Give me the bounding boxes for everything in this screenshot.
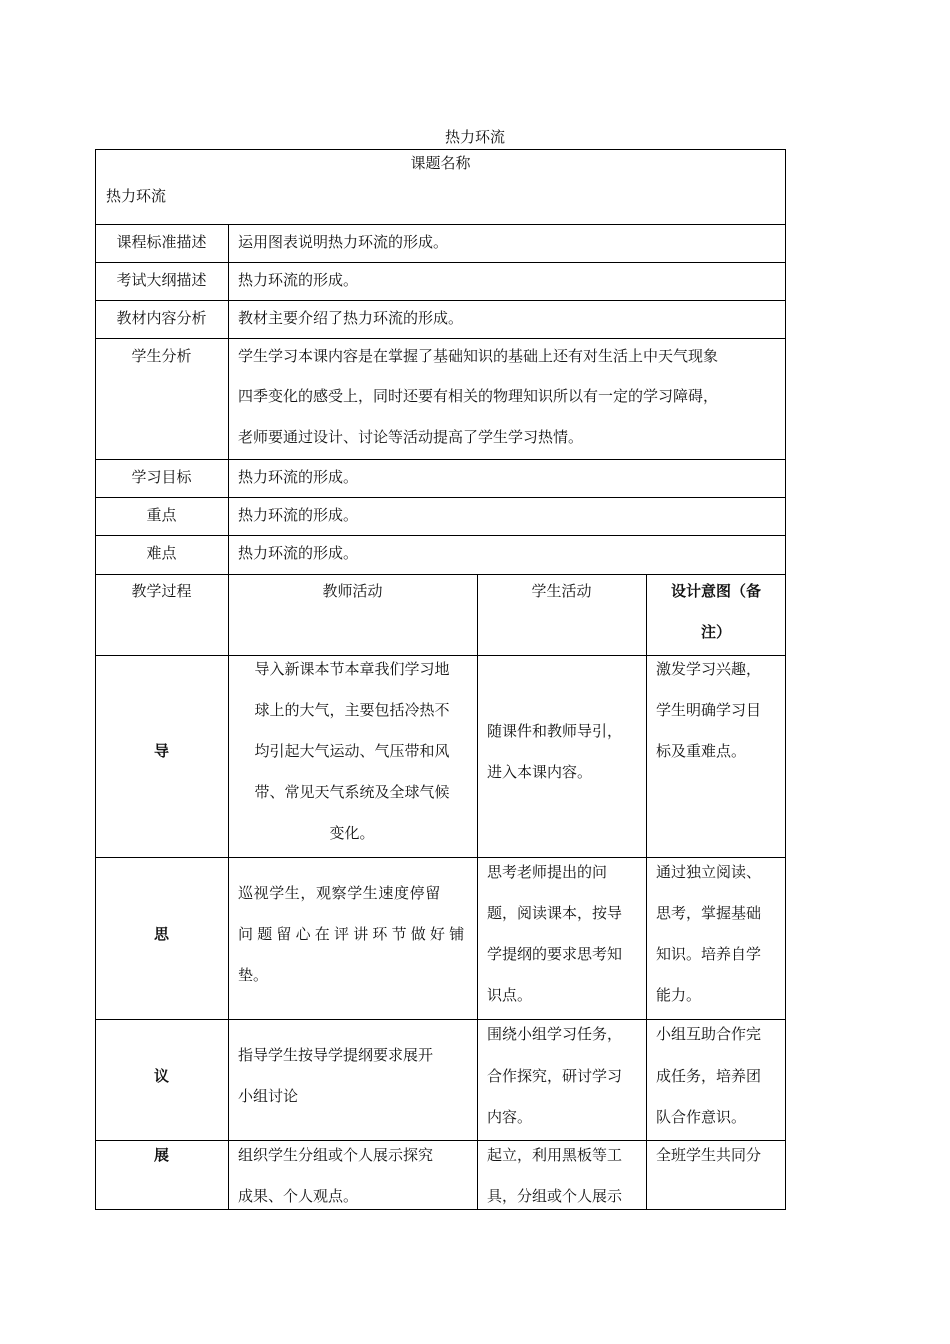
topic-value: 热力环流 [106, 187, 167, 205]
process-header-intent: 注） [700, 623, 731, 641]
process-header-teacher: 教师活动 [322, 582, 383, 600]
teacher-activity-line: 组织学生分组或个人展示探究 [238, 1146, 434, 1164]
teacher-activity-line: 问题留心在评讲环节做好铺 [238, 925, 469, 943]
design-intent-line: 成任务，培养团 [656, 1067, 762, 1085]
design-intent-line: 思考，掌握基础 [656, 904, 762, 922]
stage-label: 导 [153, 742, 169, 760]
student-activity-line: 随课件和教师导引， [487, 722, 623, 740]
process-header-stage: 教学过程 [131, 582, 192, 600]
row-divider [95, 1140, 786, 1141]
teacher-activity-line: 指导学生按导学提纲要求展开 [238, 1046, 434, 1064]
teacher-activity-line: 带、常见天气系统及全球气候 [254, 783, 450, 801]
design-intent-line: 标及重难点。 [656, 742, 747, 760]
student-activity-line: 内容。 [487, 1108, 533, 1126]
row-divider [95, 857, 786, 858]
column-divider [646, 574, 647, 1210]
teacher-activity-line: 均引起大气运动、气压带和风 [254, 742, 450, 760]
row-divider [95, 459, 786, 460]
process-header-student: 学生活动 [531, 582, 592, 600]
design-intent-line: 全班学生共同分 [656, 1146, 762, 1164]
column-divider [228, 224, 229, 1210]
teacher-activity-line: 变化。 [329, 824, 375, 842]
info-value: 教材主要介绍了热力环流的形成。 [238, 309, 464, 327]
student-activity-line: 进入本课内容。 [487, 763, 593, 781]
info-label: 考试大纲描述 [116, 271, 207, 289]
stage-label: 展 [153, 1146, 169, 1164]
student-activity-line: 合作探究，研讨学习 [487, 1067, 623, 1085]
teacher-activity-line: 球上的大气，主要包括冷热不 [254, 701, 450, 719]
topic-label: 课题名称 [410, 154, 471, 172]
student-activity-line: 识点。 [487, 986, 533, 1004]
info-value-line: 四季变化的感受上，同时还要有相关的物理知识所以有一定的学习障碍， [238, 387, 719, 405]
student-activity-line: 起立，利用黑板等工 [487, 1146, 623, 1164]
stage-label: 议 [153, 1067, 169, 1085]
process-header-intent: 设计意图（备 [670, 582, 761, 600]
info-label: 重点 [146, 506, 177, 524]
row-divider [95, 535, 786, 536]
student-activity-line: 围绕小组学习任务， [487, 1025, 623, 1043]
row-divider [95, 655, 786, 656]
info-label: 教材内容分析 [116, 309, 207, 327]
design-intent-line: 小组互助合作完 [656, 1025, 762, 1043]
column-divider [477, 574, 478, 1210]
design-intent-line: 队合作意识。 [656, 1108, 747, 1126]
info-value: 热力环流的形成。 [238, 468, 359, 486]
student-activity-line: 思考老师提出的问 [487, 863, 608, 881]
row-divider [95, 300, 786, 301]
info-value: 热力环流的形成。 [238, 506, 359, 524]
info-label: 学习目标 [131, 468, 192, 486]
row-divider [95, 497, 786, 498]
info-label: 课程标准描述 [116, 233, 207, 251]
row-divider [95, 338, 786, 339]
teacher-activity-line: 成果、个人观点。 [238, 1187, 359, 1205]
info-value: 热力环流的形成。 [238, 544, 359, 562]
teacher-activity-line: 垫。 [238, 966, 269, 984]
design-intent-line: 通过独立阅读、 [656, 863, 762, 881]
row-divider [95, 574, 786, 575]
design-intent-line: 学生明确学习目 [656, 701, 762, 719]
student-activity-line: 学提纲的要求思考知 [487, 945, 623, 963]
info-value: 运用图表说明热力环流的形成。 [238, 233, 449, 251]
teacher-activity-line: 导入新课本节本章我们学习地 [254, 660, 450, 678]
design-intent-line: 激发学习兴趣， [656, 660, 762, 678]
teacher-activity-line: 小组讨论 [238, 1087, 299, 1105]
stage-label: 思 [153, 925, 169, 943]
info-label: 学生分析 [131, 347, 192, 365]
student-activity-line: 具，分组或个人展示 [487, 1187, 623, 1205]
row-divider [95, 262, 786, 263]
info-value: 热力环流的形成。 [238, 271, 359, 289]
design-intent-line: 知识。培养自学 [656, 945, 762, 963]
info-value-line: 学生学习本课内容是在掌握了基础知识的基础上还有对生活上中天气现象 [238, 347, 719, 365]
row-divider [95, 224, 786, 225]
design-intent-line: 能力。 [656, 986, 702, 1004]
info-value-line: 老师要通过设计、讨论等活动提高了学生学习热情。 [238, 428, 584, 446]
document-title: 热力环流 [444, 128, 505, 146]
info-label: 难点 [146, 544, 177, 562]
teacher-activity-line: 巡视学生，观察学生速度停留 [238, 884, 441, 902]
student-activity-line: 题，阅读课本，按导 [487, 904, 623, 922]
row-divider [95, 1019, 786, 1020]
